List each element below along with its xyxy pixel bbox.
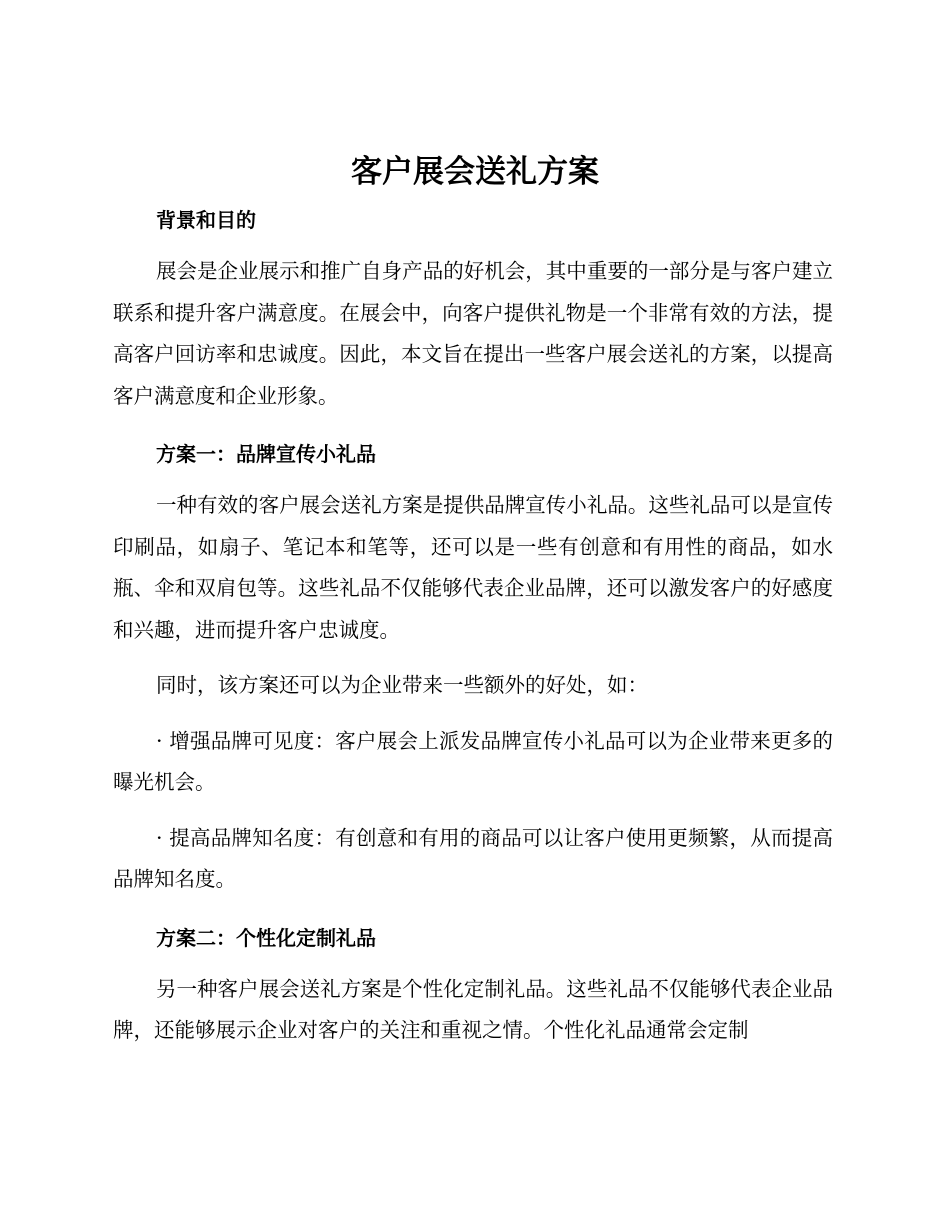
- paragraph-plan-one-intro: 同时，该方案还可以为企业带来一些额外的好处，如：: [156, 673, 648, 697]
- section-heading-background: 背景和目的: [156, 208, 256, 232]
- paragraph-background: 展会是企业展示和推广自身产品的好机会，其中重要的一部分是与客户建立联系和提升客户满意度。在展会中，向客户提供礼物是一个非常有效的方法，提高客户回访率和忠诚度。因此，本文旨在提出一些客户展会送礼的方案，以提高客户满意度和企业形象。: [113, 259, 833, 408]
- paragraph-plan-two: 另一种客户展会送礼方案是个性化定制礼品。这些礼品不仅能够代表企业品牌，还能够展示企业对客户的关注和重视之情。个性化礼品通常会定制: [113, 976, 833, 1042]
- document-title: 客户展会送礼方案: [351, 154, 599, 190]
- list-item: · 增强品牌可见度：客户展会上派发品牌宣传小礼品可以为企业带来更多的曝光机会。: [113, 728, 833, 794]
- paragraph-plan-one: 一种有效的客户展会送礼方案是提供品牌宣传小礼品。这些礼品可以是宣传印刷品，如扇子、笔记本和笔等，还可以是一些有创意和有用性的商品，如水瓶、伞和双肩包等。这些礼品不仅能够代表企业品牌，还可以激发客户的好感度和兴趣，进而提升客户忠诚度。: [113, 493, 833, 642]
- document-body: [113, 203, 833, 1052]
- section-heading-plan-two: 方案二：个性化定制礼品: [156, 925, 376, 950]
- section-heading-plan-one: 方案一：品牌宣传小礼品: [156, 442, 376, 466]
- list-item: · 提高品牌知名度：有创意和有用的商品可以让客户使用更频繁，从而提高品牌知名度。: [113, 825, 833, 891]
